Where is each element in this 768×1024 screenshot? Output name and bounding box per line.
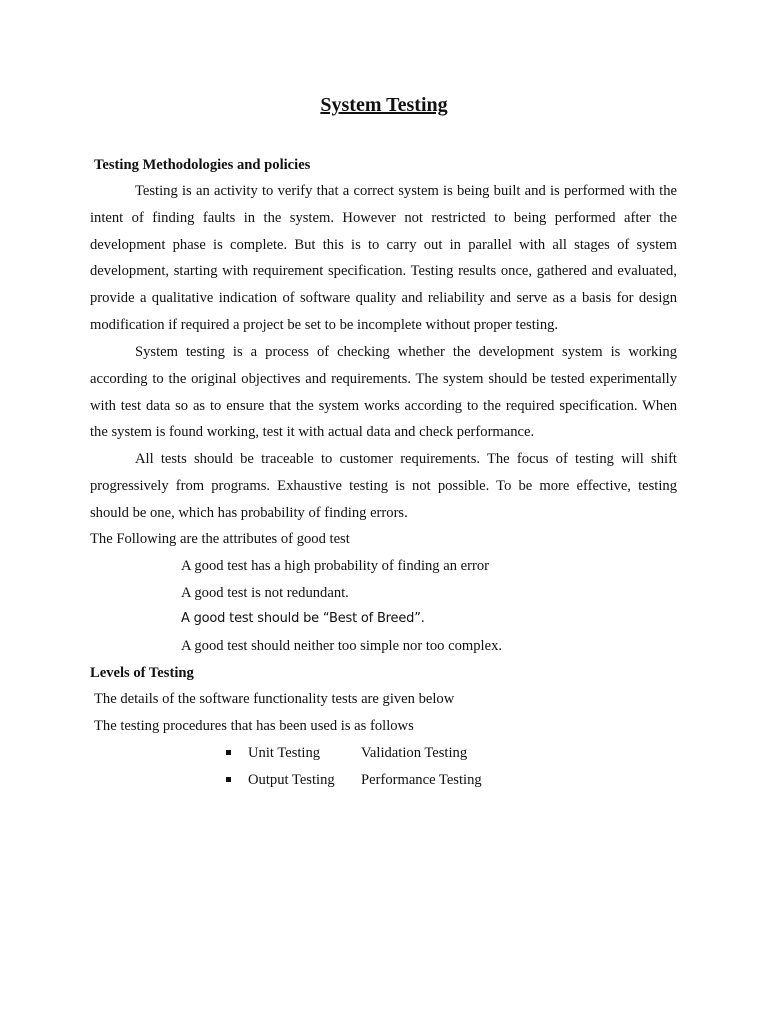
attribute-item: A good test should be “Best of Breed”. (181, 611, 425, 626)
levels-line: The details of the software functionality tests are given below (94, 691, 455, 707)
attribute-item: A good test should neither too simple nor too complex. (181, 638, 503, 654)
attributes-intro: The Following are the attributes of good test (90, 531, 350, 547)
test-type: Validation Testing (361, 745, 468, 761)
test-type: Output Testing (248, 772, 335, 788)
paragraph-testing-activity: Testing is an activity to verify that a correct system is being built and is performed with the intent of finding faults in the system. However not restricted to being performed after the development phase is complete. But this is to carry out in parallel with all stages of system development, starting with requirement specification. Testing results once, gathered and evaluated, provide a qualitative indication of software quality and reliability and serve as a basis for design modification if required a project be set to be incomplete without proper testing. (90, 183, 677, 333)
levels-line: The testing procedures that has been used is as follows (94, 718, 414, 734)
test-type: Performance Testing (361, 772, 482, 788)
section-heading-methodologies: Testing Methodologies and policies (94, 157, 311, 173)
paragraph-traceable-tests: All tests should be traceable to customer requirements. The focus of testing will shift progressively from programs. Exhaustive testing is not possible. To be more effective, testing should be one, which has probability of finding errors. (90, 451, 677, 521)
square-bullet-icon (226, 777, 231, 782)
section-heading-levels: Levels of Testing (90, 665, 194, 681)
page-title: System Testing (320, 94, 448, 116)
attribute-item: A good test is not redundant. (181, 585, 349, 601)
square-bullet-icon (226, 750, 231, 755)
attribute-item: A good test has a high probability of finding an error (181, 558, 490, 574)
paragraph-system-testing: System testing is a process of checking whether the development system is working according to the original objectives and requirements. The system should be tested experimentally with test data so as to ensure that the system works according to the required specification. When the system is found working, test it with actual data and check performance. (90, 344, 677, 441)
test-type: Unit Testing (248, 745, 321, 761)
